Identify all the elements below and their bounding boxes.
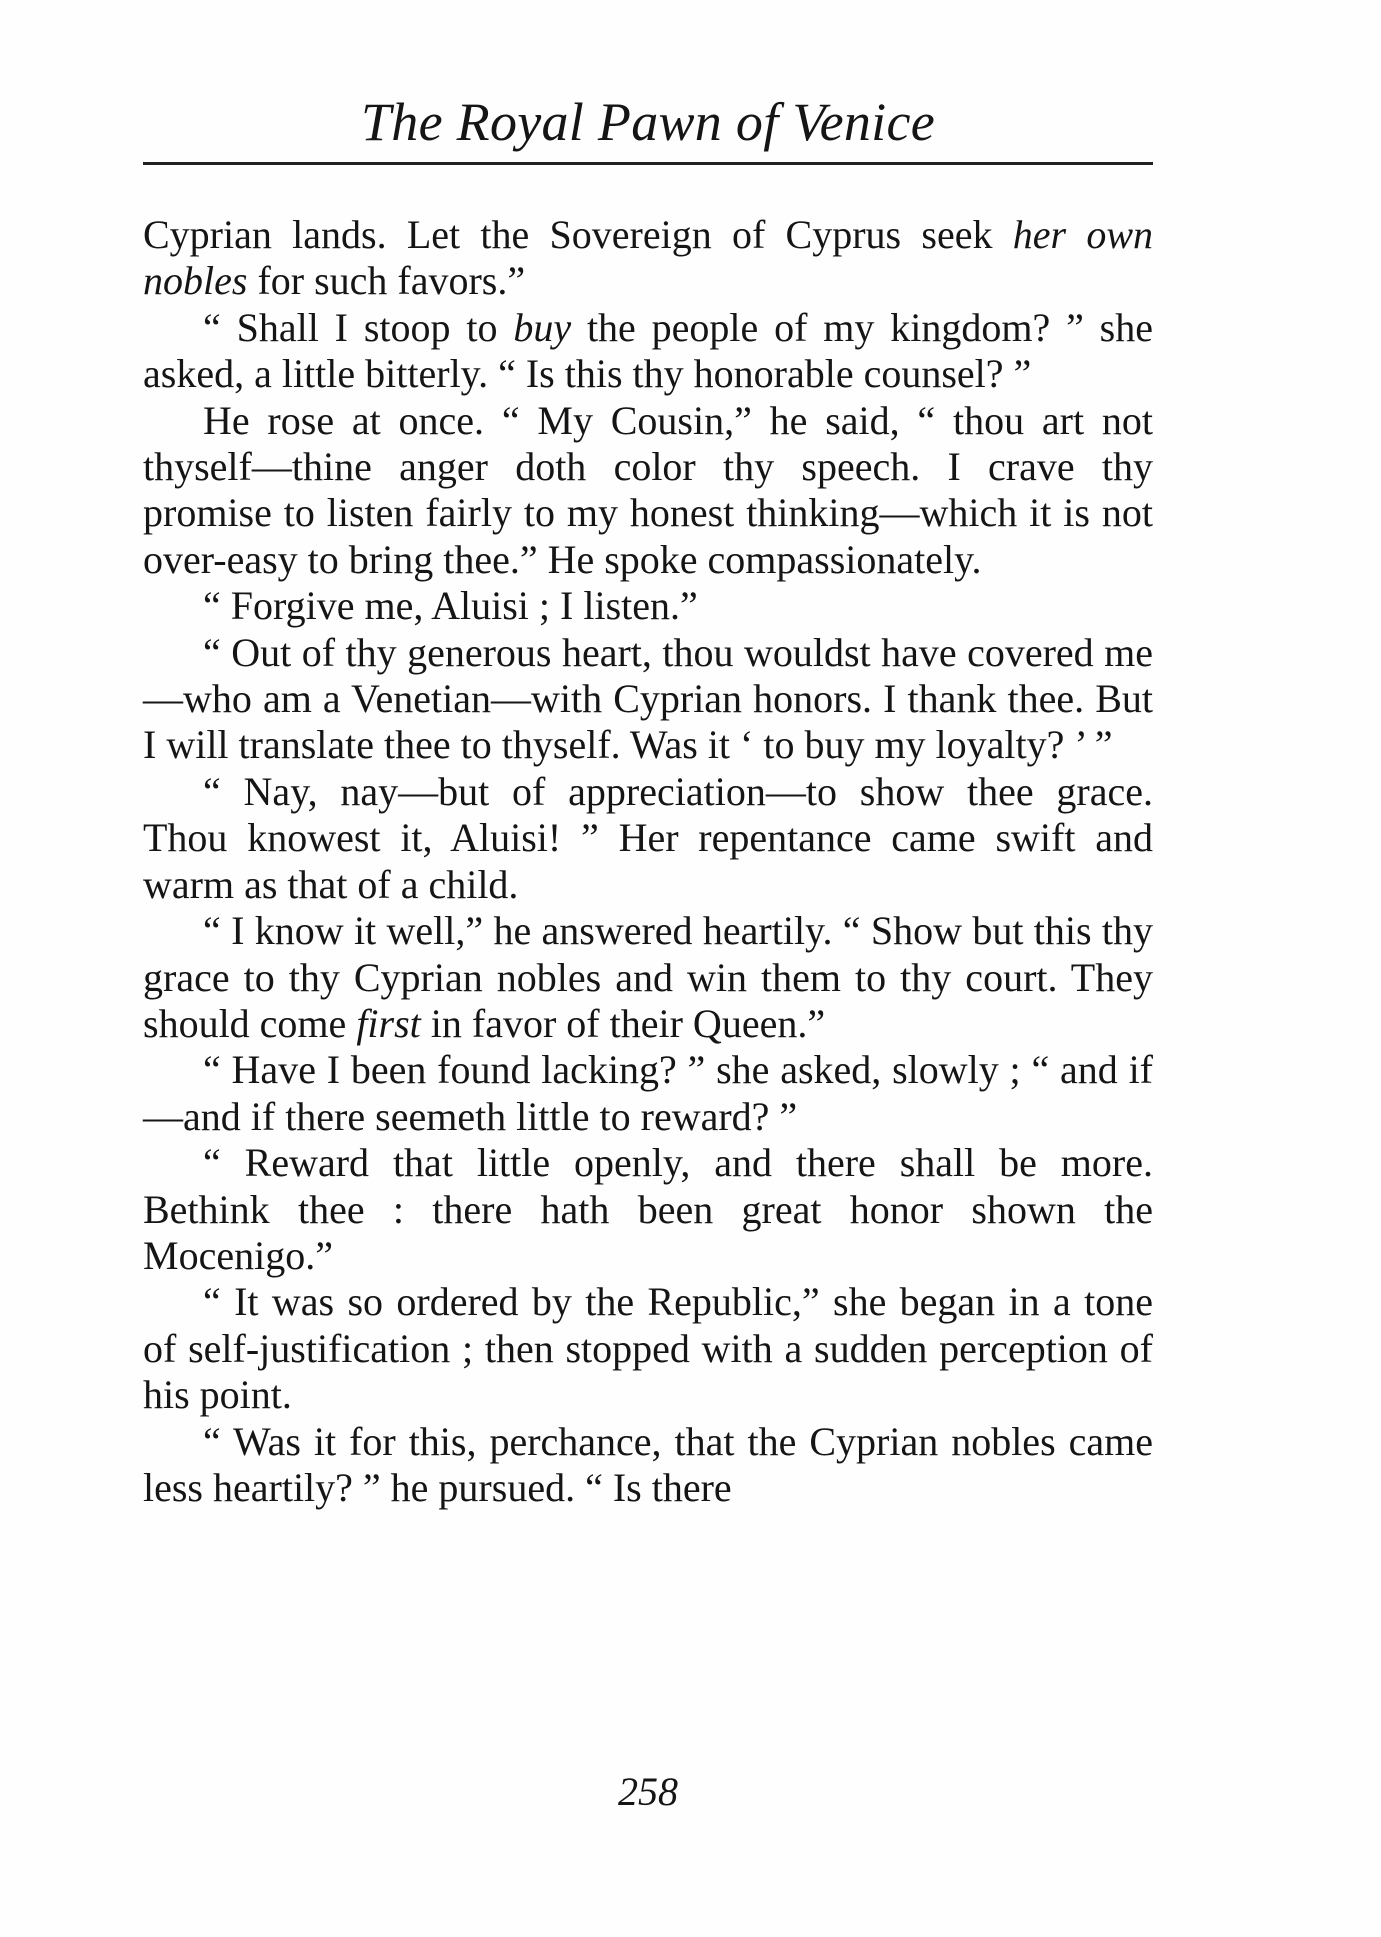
paragraph-3 — [143, 398, 1153, 584]
text-run: “ I know it well,” he answered heartily. “ Show but this thy grace to thy Cyprian nobles and win them to thy court. They should come — [143, 908, 1153, 1046]
paragraph-1 — [143, 212, 1153, 305]
paragraph-9 — [143, 1140, 1153, 1279]
text-run: the people of my kingdom? ” she asked, a little bitterly. “ Is this thy honorable counsel? ” — [143, 304, 1153, 397]
text-run: “ Have I been found lacking? ” she asked, slowly ; “ and if—and if there seemeth little to reward? ” — [143, 1047, 1153, 1139]
paragraph-11 — [143, 1419, 1153, 1512]
text-run: “ Out of thy generous heart, thou wouldst have covered me—who am a Venetian—with Cyprian honors. I thank thee. But I will translate thee to thyself. Was it ‘ to buy my loyalty? ’ ” — [143, 629, 1153, 768]
text-run: “ Was it for this, perchance, that the Cyprian nobles came less heartily? ” he pursued. “ Is there — [143, 1418, 1153, 1510]
paragraph-8 — [143, 1047, 1153, 1140]
body-text — [143, 212, 1153, 1511]
page-number: 258 — [618, 1769, 678, 1814]
text-run-italic: her own nobles — [143, 212, 1153, 304]
paragraph-6 — [143, 769, 1153, 908]
text-run: He rose at once. “ My Cousin,” he said, “ thou art not thyself—thine anger doth color thy speech. I crave thy promise to listen fairly to my honest thinking—which it is not over-easy to bring thee.” He spoke compassionately. — [143, 397, 1153, 582]
text-run: “ Forgive me, Aluisi ; I listen.” — [203, 583, 698, 629]
paragraph-5 — [143, 630, 1153, 769]
running-header-title: The Royal Pawn of Venice — [360, 92, 936, 152]
text-run: in favor of their Queen.” — [420, 1000, 826, 1046]
paragraph-7 — [143, 908, 1153, 1047]
text-run-italic: first — [356, 1000, 421, 1046]
paragraph-10 — [143, 1279, 1153, 1418]
text-run: “ Shall I stoop to — [203, 304, 514, 350]
paragraph-4 — [143, 583, 1153, 629]
text-run: “ Nay, nay—but of appreciation—to show thee grace. Thou knowest it, Aluisi! ” Her repentance came swift and warm as that of a child. — [143, 768, 1153, 907]
text-run: Cyprian lands. Let the Sovereign of Cyprus seek — [143, 212, 1013, 257]
text-run: “ It was so ordered by the Republic,” she began in a tone of self-justification ; then stopped with a sudden perception of his point. — [143, 1279, 1153, 1418]
paragraph-2 — [143, 305, 1153, 398]
text-run: “ Reward that little openly, and there shall be more. Bethink thee : there hath been great honor shown the Mocenigo.” — [143, 1140, 1153, 1278]
text-run-italic: buy — [513, 304, 572, 350]
text-run: for such favors.” — [247, 258, 526, 304]
header-rule — [143, 162, 1153, 165]
